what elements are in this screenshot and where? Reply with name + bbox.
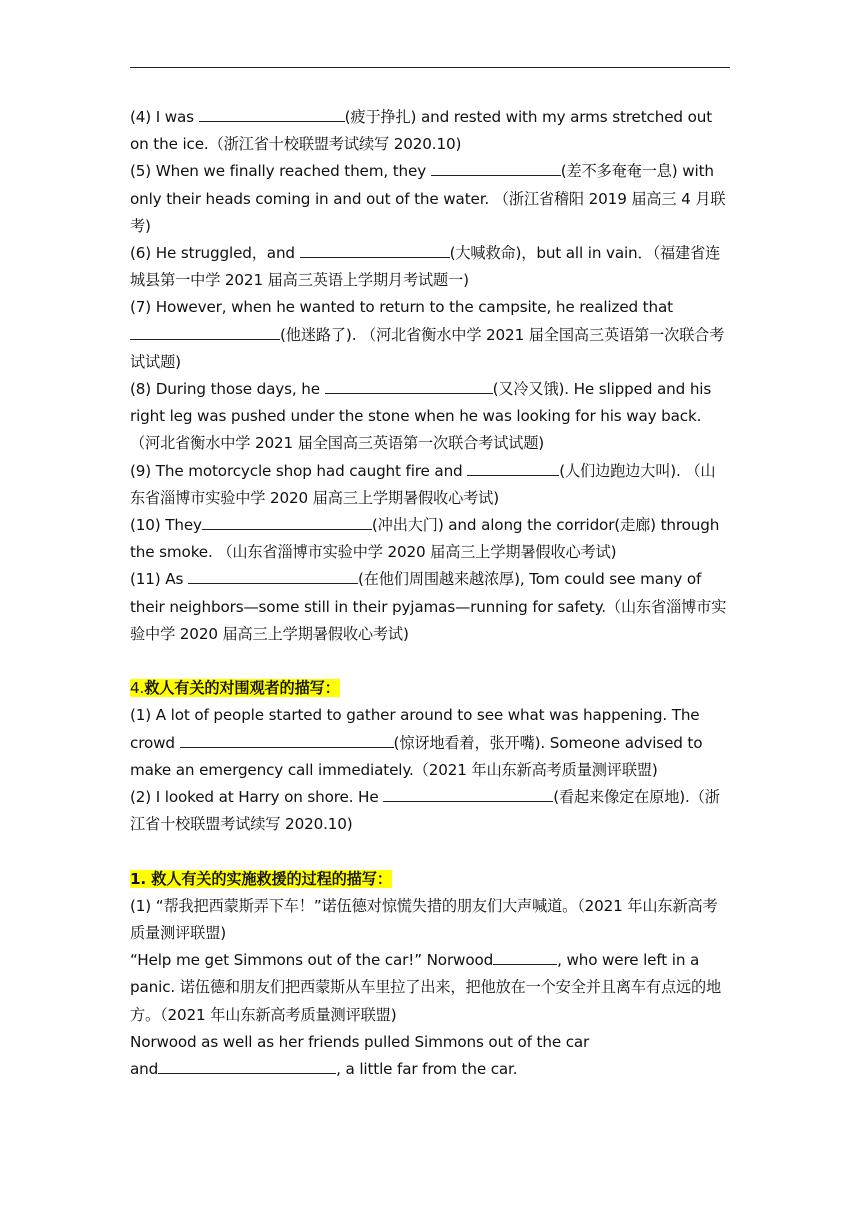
fill-blank[interactable]	[202, 514, 372, 530]
paragraph-gap	[130, 838, 730, 865]
exercise-item-6: (6) He struggled，and (大喊救命)，but all in vain．（福建省连城县第一中学 2021 届高三英语上学期月考试题一)	[130, 244, 721, 290]
exercise-item-7: (7) However, when he wanted to return to the campsite, he realized that (他迷路了). （河北省衡水中学 2021 届全国高三英语第一次联合考试试题)	[130, 298, 725, 371]
fill-blank[interactable]	[467, 460, 559, 476]
rescue-item-1-english: “Help me get Simmons out of the car!” Norwood , who were left in a panic. 诺伍德和朋友们把西蒙斯从车里拉了出来，把他放在一个安全并且离车有点远的地方。（2021 年山东新高考质量测评联盟)	[130, 951, 722, 1024]
fill-blank[interactable]	[431, 160, 561, 176]
fill-blank[interactable]	[383, 786, 553, 802]
rescue-item-translation-cont: and , a little far from the car.	[130, 1060, 518, 1079]
fill-blank[interactable]	[188, 568, 358, 584]
header-rule	[130, 67, 730, 68]
fill-blank[interactable]	[325, 378, 493, 394]
exercise-item-5: (5) When we finally reached them, they (差不多奄奄一息) with only their heads coming in and out of the water. （浙江省稽阳 2019 届高三 4 月联考)	[130, 162, 726, 235]
rescue-item-1-chinese: (1) “帮我把西蒙斯弄下车！”诺伍德对惊慌失措的朋友们大声喊道。（2021 年山东新高考质量测评联盟)	[130, 896, 718, 943]
onlooker-item-1: (1) A lot of people started to gather around to see what was happening. The crowd (惊讶地看着，张开嘴). Someone advised to make an emergency call immediately.（2021 年山东新高考质量测评联盟)	[130, 706, 703, 779]
fill-blank[interactable]	[130, 324, 280, 340]
exercise-item-8: (8) During those days, he (又冷又饿). He slipped and his right leg was pushed under the stone when he was looking for his way back.（河北省衡水中学 2021 届全国高三英语第一次联合考试试题)	[130, 380, 712, 453]
fill-blank[interactable]	[180, 732, 394, 748]
fill-blank[interactable]	[158, 1058, 336, 1074]
exercise-item-4: (4) I was (疲于挣扎) and rested with my arms stretched out on the ice.（浙江省十校联盟考试续写 2020.10)	[130, 108, 713, 154]
section-1-heading: 1. 救人有关的实施救援的过程的描写：	[130, 869, 392, 888]
document-body	[130, 104, 730, 1083]
paragraph-gap	[130, 648, 730, 675]
exercise-item-10: (10) They (冲出大门) and along the corridor(走廊) through the smoke. （山东省淄博市实验中学 2020 届高三上学期暑假收心考试)	[130, 516, 720, 562]
exercise-item-9: (9) The motorcycle shop had caught fire and (人们边跑边大叫). （山东省淄博市实验中学 2020 届高三上学期暑假收心考试)	[130, 461, 716, 507]
onlooker-item-2: (2) I looked at Harry on shore. He (看起来像定在原地).（浙江省十校联盟考试续写 2020.10)	[130, 788, 720, 834]
fill-blank[interactable]	[300, 242, 450, 258]
rescue-item-translation: Norwood as well as her friends pulled Simmons out of the car	[130, 1032, 590, 1051]
fill-blank[interactable]	[199, 106, 345, 122]
exercise-item-11: (11) As (在他们周围越来越浓厚), Tom could see many of their neighbors—some still in their pyjamas—running for safety.（山东省淄博市实验中学 2020 届高三上学期暑假收心考试)	[130, 570, 727, 643]
fill-blank[interactable]	[493, 949, 557, 965]
section-4-heading: 4.救人有关的对围观者的描写：	[130, 679, 340, 698]
